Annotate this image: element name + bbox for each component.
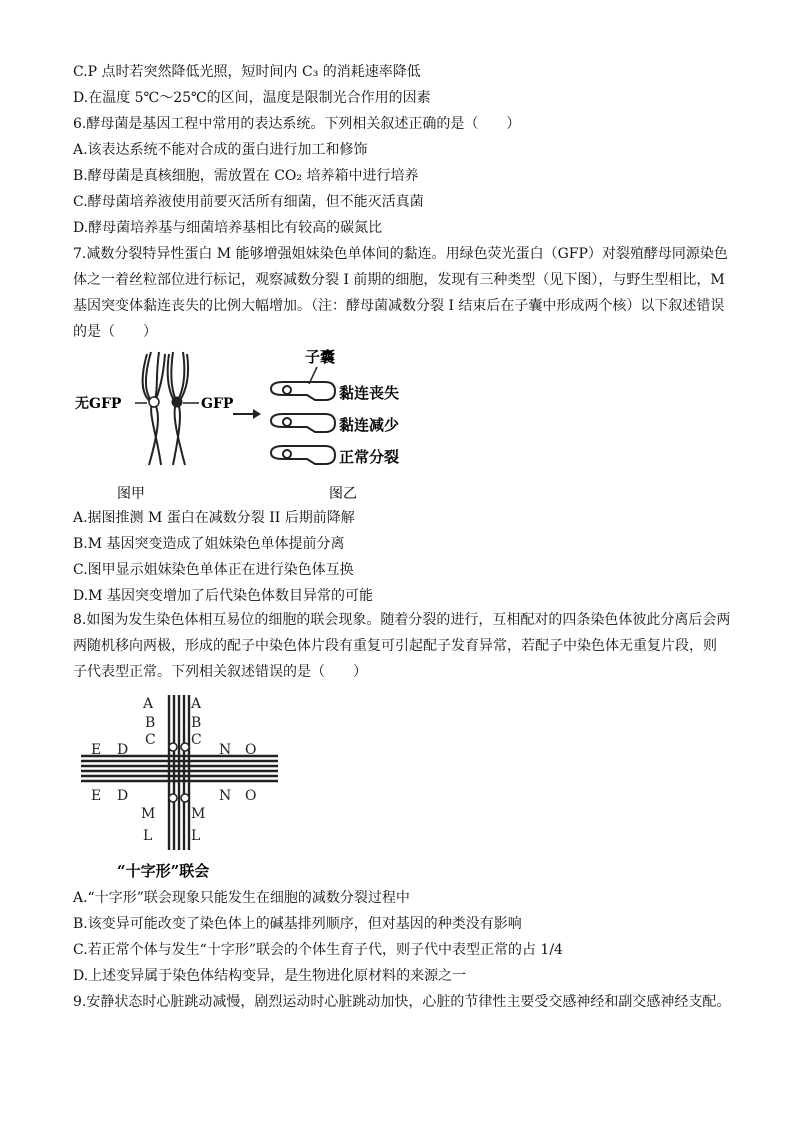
q7-stem-1: 7.减数分裂特异性蛋白 M 能够增强姐妹染色单体间的黏连。用绿色荧光蛋白（GFP）对裂殖酵母同源染色 [73,246,728,262]
centromere-no-gfp [149,397,159,407]
type1-label: 黏连丧失 [339,384,400,402]
q8-stem-2: 两随机移向两极，形成的配子中染色体片段有重复可引起配子发育异常，若配子中染色体无重复片段，则 [73,638,717,654]
label-e-bottom: E [91,788,102,804]
label-n-bottom: N [219,788,232,804]
ascus-type-3 [271,446,335,464]
label-d-bottom: D [117,788,129,804]
gfp-label: GFP [201,396,234,412]
label-m-right: M [191,806,206,822]
label-o-bottom: O [245,788,257,804]
caption-figure-a: 图甲 [117,486,145,502]
q7-option-a: A.据图推测 M 蛋白在减数分裂 II 后期前降解 [73,510,355,526]
q6-option-c: C.酵母菌培养液使用前要灭活所有细菌，但不能灭活真菌 [73,194,424,210]
label-l-left: L [143,828,153,844]
q7-option-c: C.图甲显示姐妹染色单体正在进行染色体互换 [73,562,354,578]
q7-figure [73,340,433,505]
q8-option-a: A.“十字形”联会现象只能发生在细胞的减数分裂过程中 [73,890,410,906]
label-n-top: N [219,742,232,758]
label-b-left: B [145,715,156,731]
q8-stem-1: 8.如图为发生染色体相互易位的细胞的联会现象。随着分裂的进行，互相配对的四条染色体彼此分离后会两 [73,612,731,628]
label-d-top: D [117,742,129,758]
q9-stem: 9.安静状态时心脏跳动减慢，剧烈运动时心脏跳动加快，心脏的节律性主要受交感神经和副交感神经支配。 [73,994,731,1010]
caption-figure-b: 图乙 [329,486,357,502]
q6-stem: 6.酵母菌是基因工程中常用的表达系统。下列相关叙述正确的是（ ） [73,116,521,132]
ascus-type-1 [271,382,335,400]
q7-option-d: D.M 基因突变增加了后代染色体数目异常的可能 [73,588,373,604]
cross-synapsis-caption: “十字形”联会 [117,862,210,880]
q8-stem-3: 子代表型正常。下列相关叙述错误的是（ ） [73,664,367,680]
q6-option-a: A.该表达系统不能对合成的蛋白进行加工和修饰 [73,142,368,158]
q7-stem-4: 的是（ ） [73,324,157,340]
ascus-label: 子囊 [305,348,336,366]
q5-option-c: C.P 点时若突然降低光照，短时间内 C₃ 的消耗速率降低 [73,64,421,80]
chromosome-pair-figure-a [143,352,188,465]
q8-option-d: D.上述变异属于染色体结构变异，是生物进化原材料的来源之一 [73,968,467,984]
label-a-right: A [191,696,202,712]
label-a-left: A [143,696,154,712]
ascus-type-2 [271,414,335,432]
arrow-right-icon [233,409,261,419]
label-m-left: M [141,806,156,822]
q6-option-b: B.酵母菌是真核细胞，需放置在 CO₂ 培养箱中进行培养 [73,168,419,184]
cross-chromosomes [81,695,278,850]
q8-cross-synapsis-figure [73,690,283,885]
q5-option-d: D.在温度 5℃～25℃的区间，温度是限制光合作用的因素 [73,90,431,106]
q7-option-b: B.M 基因突变造成了姐妹染色单体提前分离 [73,536,345,552]
label-c-left: C [145,732,156,748]
label-l-right: L [191,828,201,844]
no-gfp-label: 无GFP [75,396,122,412]
type2-label: 黏连减少 [339,416,400,434]
label-c-right: C [191,732,202,748]
q8-option-c: C.若正常个体与发生“十字形”联会的个体生育子代，则子代中表型正常的占 1/4 [73,942,563,958]
label-e-top: E [91,742,102,758]
q6-option-d: D.酵母菌培养基与细菌培养基相比有较高的碳氮比 [73,220,383,236]
q7-stem-2: 体之一着丝粒部位进行标记，观察减数分裂 I 前期的细胞，发现有三种类型（见下图），与野生型相比，M [73,272,725,288]
centromere-gfp [172,397,183,408]
q7-stem-3: 基因突变体黏连丧失的比例大幅增加。（注：酵母菌减数分裂 I 结束后在子囊中形成两个核）以下叙述错误 [73,298,725,314]
q8-option-b: B.该变异可能改变了染色体上的碱基排列顺序，但对基因的种类没有影响 [73,916,522,932]
label-o-top: O [245,742,257,758]
type3-label: 正常分裂 [339,448,400,466]
label-b-right: B [191,715,202,731]
